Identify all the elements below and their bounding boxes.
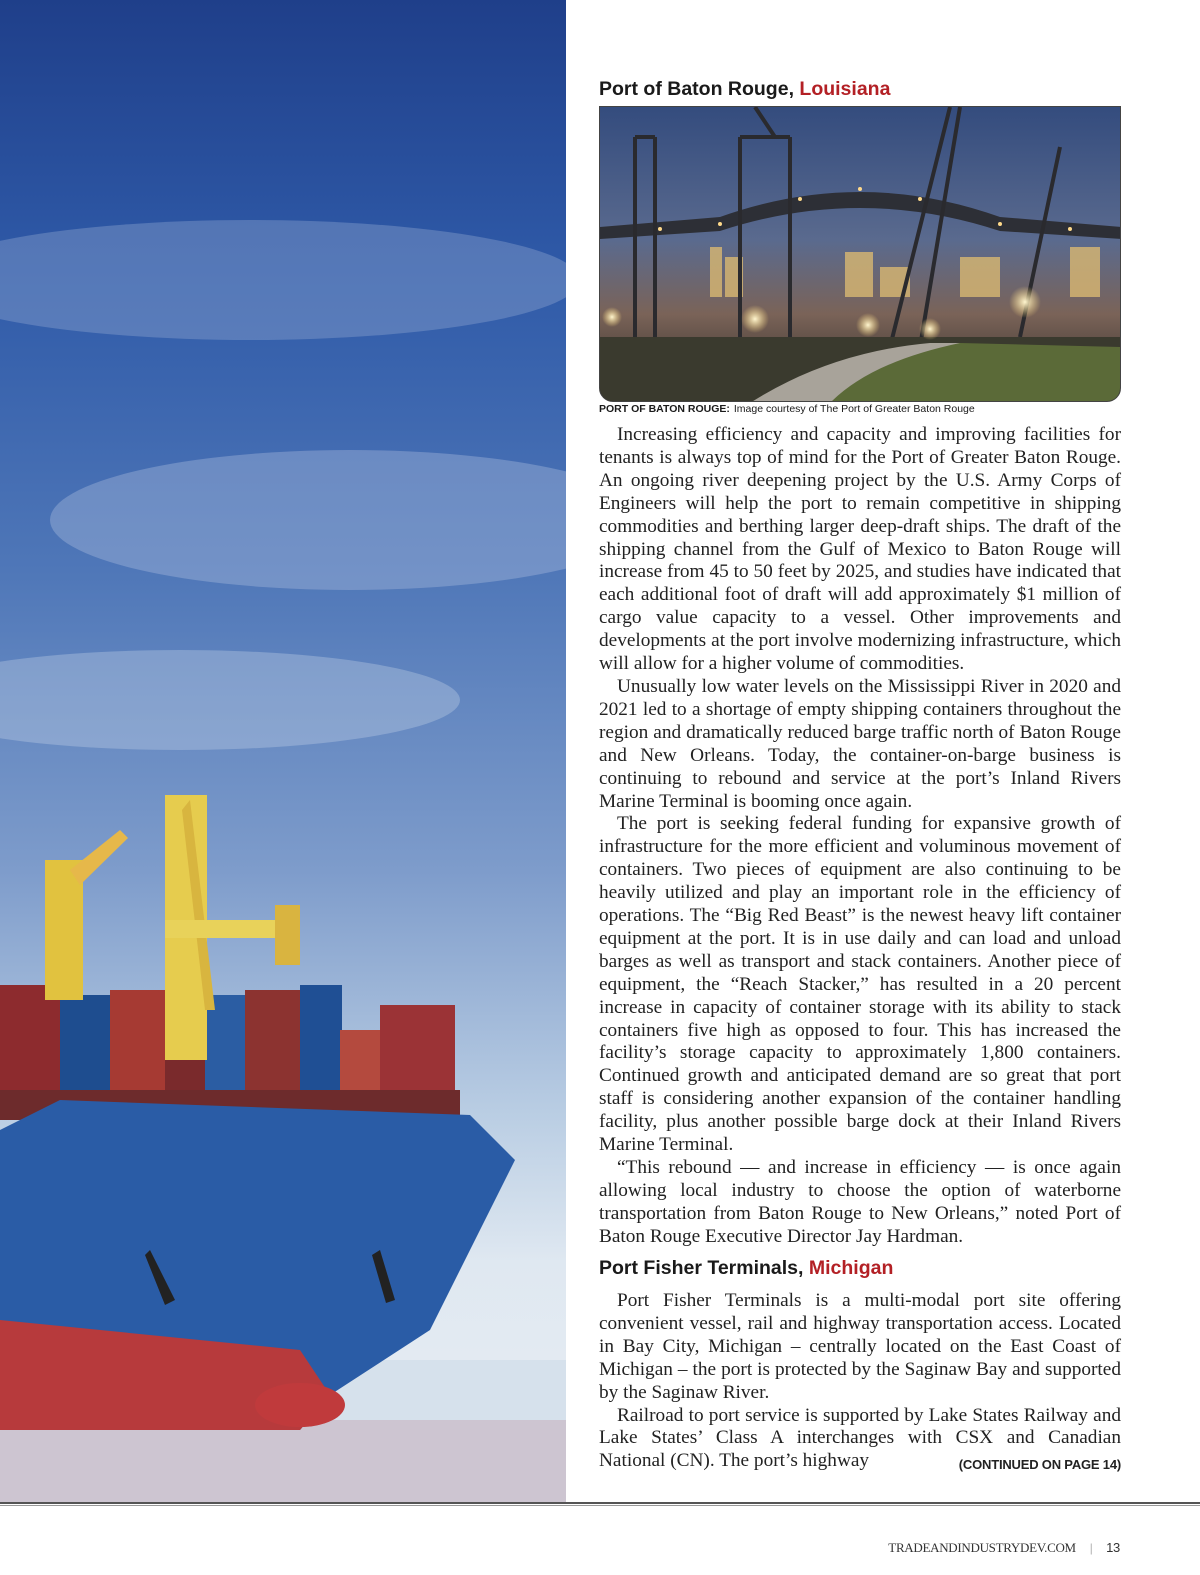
baton-rouge-article-body: [599, 424, 1121, 1249]
section-heading-baton-rouge: [599, 78, 1121, 101]
heading-state-name: Michigan: [808, 1257, 894, 1279]
footer-rule-secondary: [0, 1505, 1200, 1506]
paragraph: Port Fisher Terminals is a multi-modal port site offering convenient vessel, rail and highway transportation access. Located in Bay City, Michigan – centrally located on the East Coast of Michigan – the port is protected by the Saginaw Bay and supported by the Saginaw River.: [599, 1290, 1121, 1403]
footer-rule: [0, 1502, 1200, 1504]
footer-separator: |: [1089, 1540, 1093, 1555]
paragraph: The port is seeking federal funding for expansive growth of infrastructure for the more efficient and voluminous movement of containers. Two pieces of equipment are also continuing to be heavily utilized and play an important role in the efficiency of operations. The “Big Red Beast” is the newest heavy lift container equipment at the port. It is in use daily and can load and unload barges as well as transport and stack containers. Another piece of equipment, the “Reach Stacker,” has resulted in a 20 percent increase in capacity of container storage with its ability to stack containers five high as opposed to four. This has increased the facility’s storage capacity to approximately 1,800 containers. Continued growth and anticipated demand are so great that port staff is considering another expansion of the container handling facility, plus another possible barge dock at their Inland Rivers Marine Terminal.: [599, 813, 1121, 1156]
heading-port-name: Port Fisher Terminals,: [599, 1257, 809, 1279]
figure-caption: [599, 403, 1121, 415]
continued-on-page-link[interactable]: (CONTINUED ON PAGE 14): [958, 1457, 1121, 1473]
page-footer: [888, 1540, 1120, 1556]
port-fisher-article-body: [599, 1290, 1121, 1477]
port-night-illustration: [600, 107, 1121, 402]
cargo-ship-photo: [0, 0, 566, 1502]
paragraph: Unusually low water levels on the Mississippi River in 2020 and 2021 led to a shortage of empty shipping containers throughout the region and dramatically reduced barge traffic north of Baton Rouge and New Orleans. Today, the container-on-barge business is continuing to rebound and service at the port’s Inland Rivers Marine Terminal is booming once again.: [599, 675, 1121, 812]
paragraph: Increasing efficiency and capacity and improving facilities for tenants is always top of mind for the Port of Greater Baton Rouge. An ongoing river deepening project by the U.S. Army Corps of Engineers will help the port to remain competitive in shipping commodities and berthing larger deep-draft ships. The draft of the shipping channel from the Gulf of Mexico to Baton Rouge will increase from 45 to 50 feet by 2025, and studies have indicated that each additional foot of draft will add approximately $1 million of cargo value capacity to a vessel. Other improvements and developments at the port involve modernizing infrastructure, which will allow for a higher volume of commodities.: [599, 424, 1121, 675]
cargo-ship-illustration: [0, 0, 566, 1502]
baton-rouge-port-photo: [599, 106, 1121, 402]
paragraph-text: Railroad to port service is supported by Lake States Railway and Lake States’ Class A interchanges with CSX and Canadian National (CN). The port’s highway: [599, 1404, 1121, 1472]
section-heading-port-fisher: [599, 1257, 1121, 1280]
paragraph: “This rebound — and increase in efficiency — is once again allowing local industry to choose the option of waterborne transportation from Baton Rouge to New Orleans,” noted Port of Baton Rouge Executive Director Jay Hardman.: [599, 1157, 1121, 1247]
paragraph: [599, 1405, 1121, 1474]
heading-port-name: Port of Baton Rouge,: [599, 78, 800, 100]
heading-state-name: Louisiana: [799, 78, 891, 100]
footer-site-link[interactable]: TRADEANDINDUSTRYDEV.COM: [888, 1540, 1076, 1555]
page-number: 13: [1106, 1540, 1120, 1555]
caption-label: PORT OF BATON ROUGE:: [599, 403, 730, 415]
caption-credit: Image courtesy of The Port of Greater Baton Rouge: [733, 403, 975, 415]
